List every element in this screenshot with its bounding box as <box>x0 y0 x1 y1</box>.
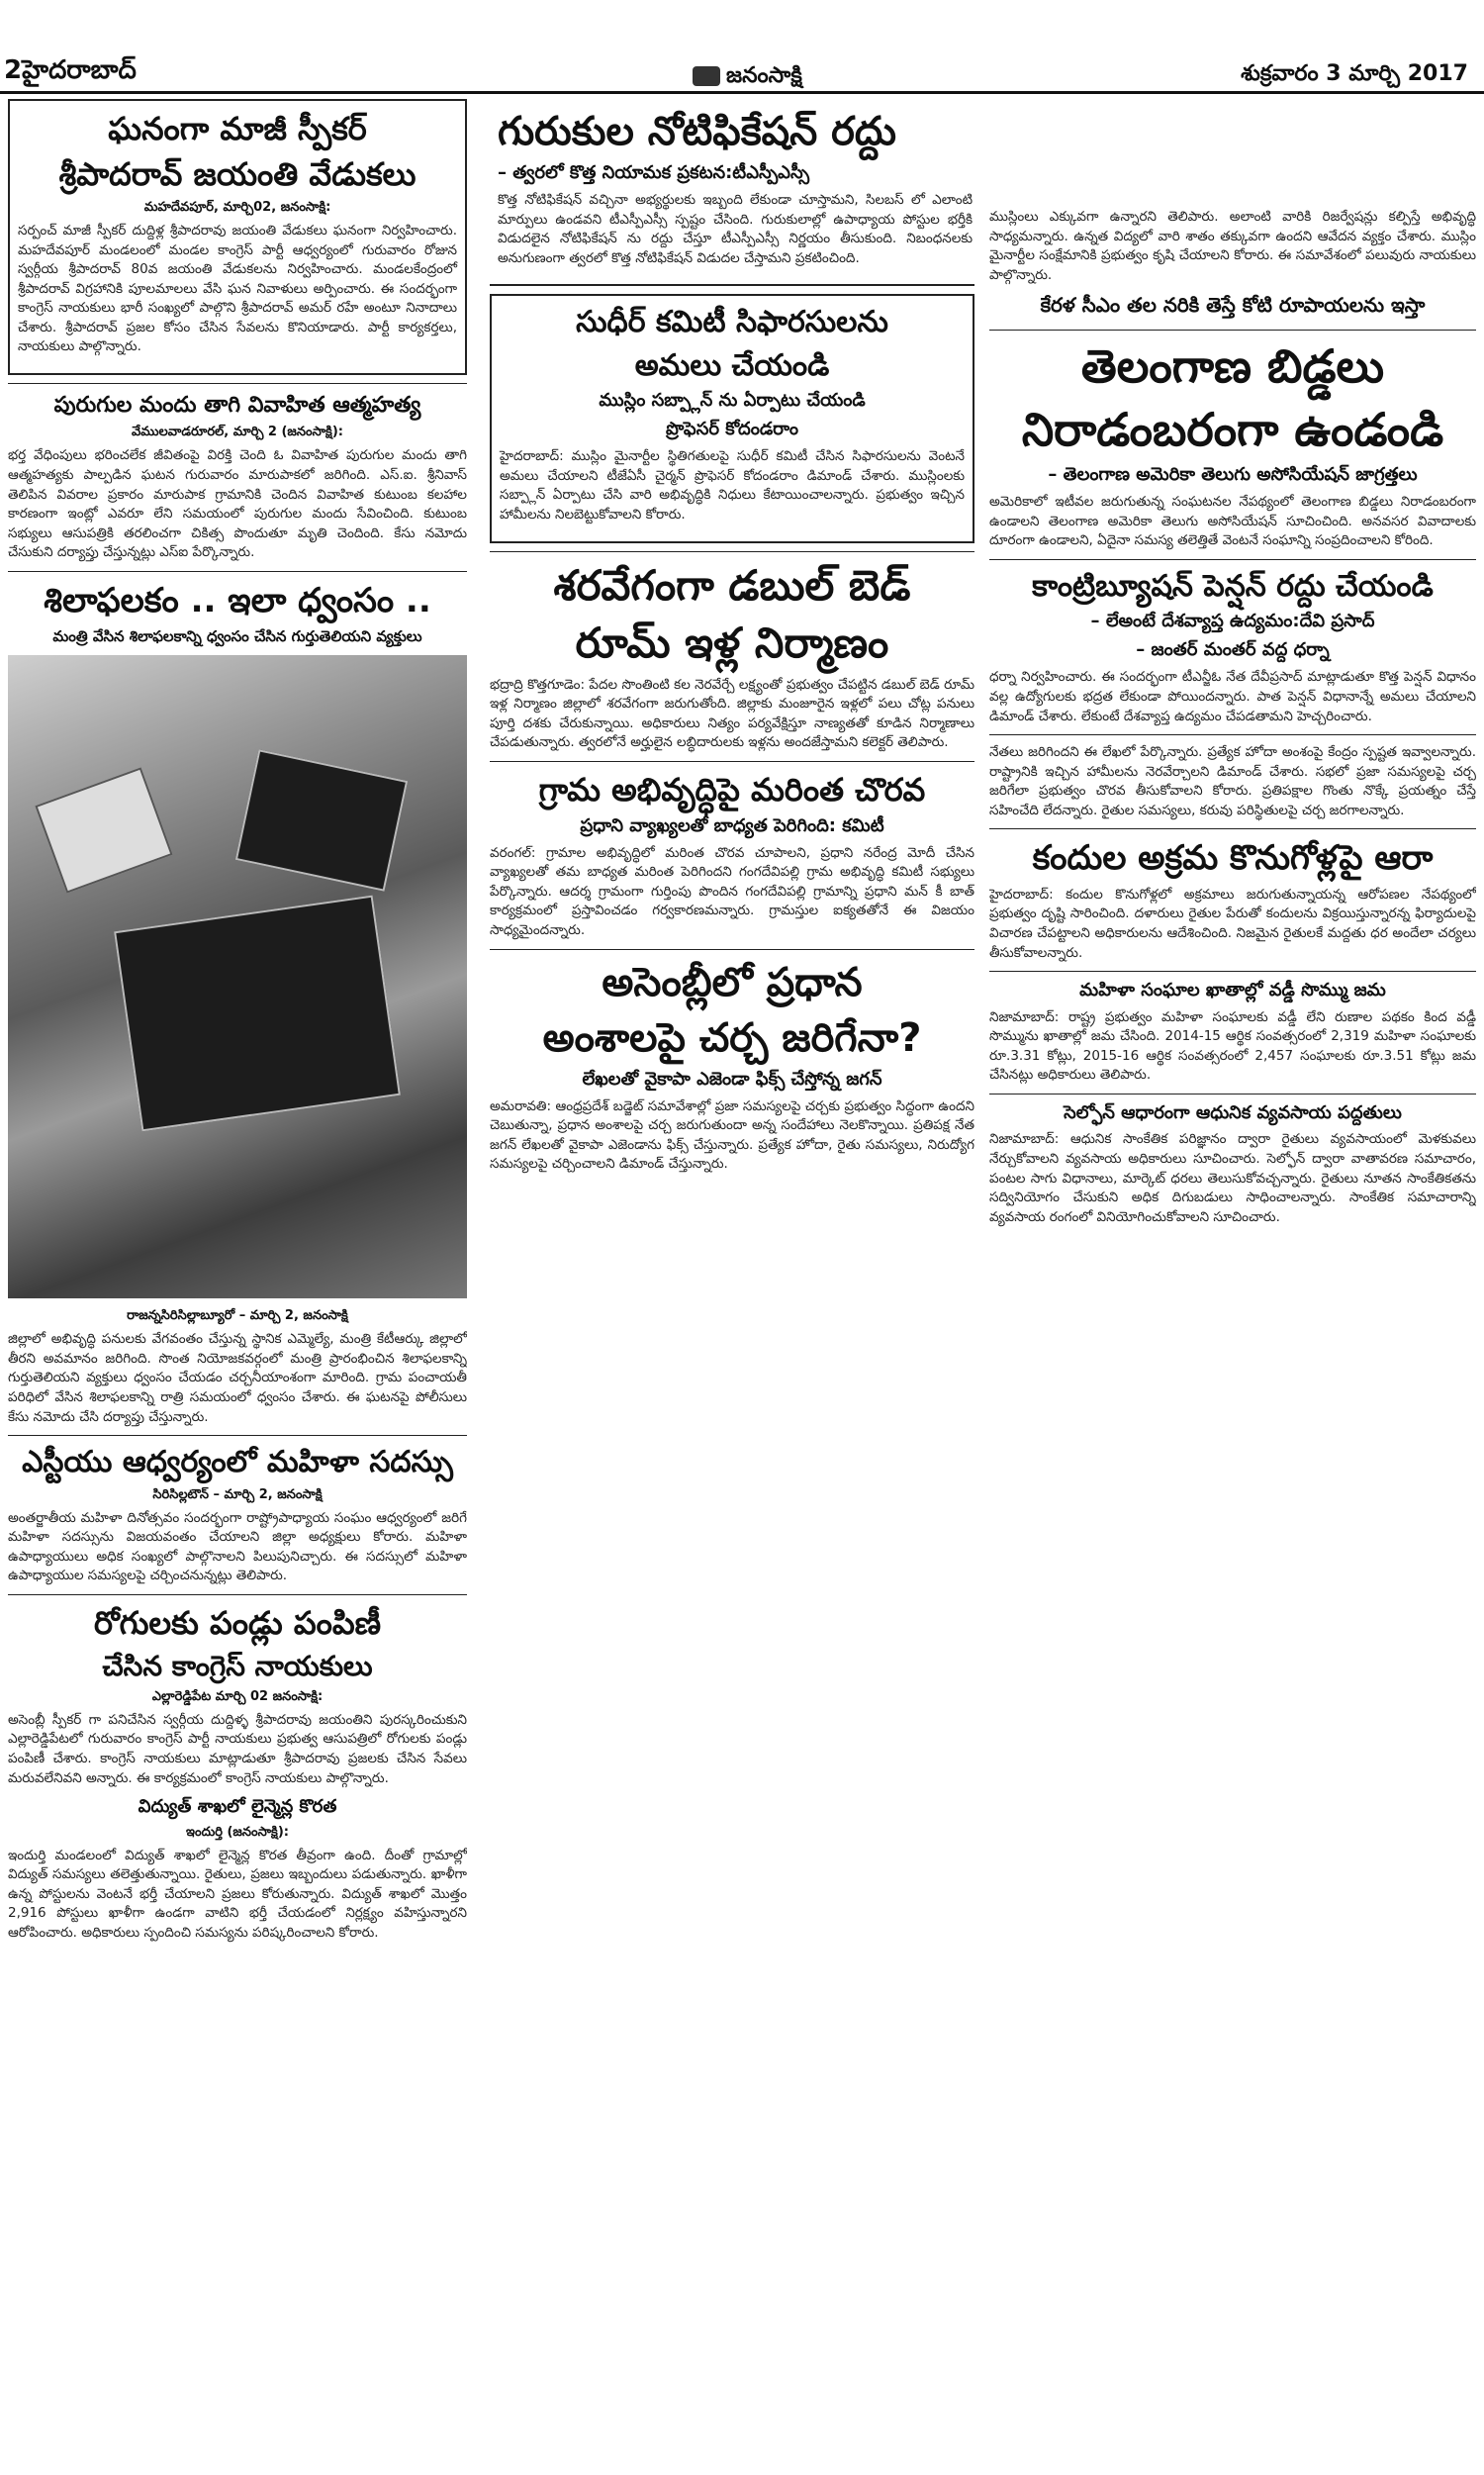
column-middle <box>490 99 974 1183</box>
divider <box>8 1435 467 1436</box>
divider <box>8 571 467 572</box>
article-subtitle: – తెలంగాణ అమెరికా తెలుగు అసోసియేషన్ జాగ్రత్తలు <box>1048 464 1418 486</box>
article-body: సర్పంచ్ మాజీ స్పీకర్ దుద్దిళ్ల శ్రీపాదరావు జయంతి వేడుకలు ఘనంగా నిర్వహించారు. మహదేవపూర్ మండలంలో మండల కాంగ్రెస్ పార్టీ ఆధ్వర్యంలో గురువారం రోజున స్వర్గీయ శ్రీపాదరావ్ 80వ జయంతి వేడుకలను నిర్వహించారు. మండలకేంద్రంలో శ్రీపాదరావ్ విగ్రహానికి పూలమాలలు వేసి ఘన నివాళులు అర్పించారు. ఈ సందర్భంగా కాంగ్రెస్ నాయకులు భారీ సంఖ్యలో పాల్గొని శ్రీపాదరావ్ అమర్ రహే అంటూ నినాదాలు చేశారు. శ్రీపాదరావ్ ప్రజల కోసం చేసిన సేవలను కొనియాడారు. పార్టీ కార్యకర్తలు, నాయకులు పాల్గొన్నారు. <box>18 223 457 355</box>
article-title: సెల్ఫోన్ ఆధారంగా ఆధునిక వ్యవసాయ పద్దతులు <box>1064 1101 1402 1123</box>
article-subtitle: ప్రధాని వ్యాఖ్యలతో బాధ్యత పెరిగింది: కమిటీ <box>580 814 884 836</box>
page-header <box>0 0 1484 94</box>
article-continuation <box>989 208 1476 322</box>
article-body: అసెంబ్లీ స్పీకర్ గా పనిచేసిన స్వర్గీయ దుద్దిళ్ళ శ్రీపాదరావు జయంతిని పురస్కరించుకుని ఎల్లారెడ్డిపేటలో గురువారం కాంగ్రెస్ పార్టీ నాయకులు ప్రభుత్వ ఆసుపత్రిలో రోగులకు పండ్లు పంపిణీ చేశారు. కాంగ్రెస్ నాయకులు మాట్లాడుతూ శ్రీపాదరావు ప్రజలకు చేసిన సేవలు మరువలేనివని అన్నారు. ఈ కార్యక్రమంలో కాంగ్రెస్ నాయకులు పాల్గొన్నారు. <box>8 1711 467 1786</box>
divider <box>490 949 974 950</box>
article-subtitle: మంత్రి వేసిన శిలాఫలకాన్ని ధ్వంసం చేసిన గుర్తుతెలియని వ్యక్తులు <box>52 627 422 646</box>
article-village-development <box>490 770 974 941</box>
article-title: గురుకుల నోటిఫికేషన్ రద్దు <box>498 109 896 154</box>
article-title: మహిళా సంఘాల ఖాతాల్లో వడ్డీ సొమ్ము జమ <box>1079 980 1386 1001</box>
article-foundation-stone <box>8 580 467 1427</box>
dateline: వేములవాడరూరల్, మార్చి 2 (జనంసాక్షి): <box>132 425 343 440</box>
article-sudhir-committee <box>490 294 974 542</box>
article-title-line2: అంశాలపై చర్చ జరిగేనా? <box>542 1014 922 1061</box>
article-suicide <box>8 392 467 563</box>
article-linemen-shortage <box>8 1796 467 1943</box>
article-body: భద్రాద్రి కొత్తగూడెం: పేదల సొంతింటి కల నెరవేర్చే లక్ష్యంతో ప్రభుత్వం చేపట్టిన డబుల్ బెడ్ రూమ్ ఇళ్ల నిర్మాణం జిల్లాలో శరవేగంగా జరుగుతోంది. జిల్లాకు మంజూరైన ఇళ్లలో పలు చోట్ల పనులు పూర్తి దశకు చేరుకున్నాయి. అధికారులు నిత్యం పర్యవేక్షిస్తూ నాణ్యతతో కూడిన నిర్మాణాలు చేపడుతున్నారు. త్వరలోనే అర్హులైన లబ్ధిదారులకు ఇళ్లను అందజేస్తామని కలెక్టర్ తెలిపారు. <box>490 676 974 751</box>
article-title-line1: తెలంగాణ బిడ్డలు <box>1080 339 1385 394</box>
divider <box>989 971 1476 972</box>
masthead <box>693 63 802 93</box>
article-subtitle: – త్వరలో కొత్త నియామక ప్రకటన:టీఎస్పీఎస్సీ <box>498 162 810 183</box>
divider <box>989 559 1476 560</box>
divider <box>989 1094 1476 1095</box>
article-womens-groups <box>989 980 1476 1086</box>
article-title: పురుగుల మందు తాగి వివాహిత ఆత్మహత్య <box>53 392 421 418</box>
dateline: రాజన్నసిరిసిల్లాబ్యూరో – మార్చి 2, జనంసాక్షి <box>127 1308 348 1324</box>
issue-date: శుక్రవారం 3 మార్చి 2017 <box>1241 61 1468 86</box>
article-subtitle: లేఖలతో వైకాపా ఎజెండా ఫిక్స్ చేస్తోన్న జగన్ <box>582 1068 882 1090</box>
article-body: భర్త వేధింపులు భరించలేక జీవితంపై విరక్తి చెంది ఓ వివాహిత పురుగుల మందు తాగి ఆత్మహత్యకు పాల్పడిన ఘటన గురువారం మారుపాకలో జరిగింది. ఎస్.ఐ. శ్రీనివాస్ తెలిపిన వివరాల ప్రకారం మారుపాక గ్రామానికి చెందిన వివాహిత కుటుంబ కలహాల కారణంగా ఇంట్లో ఎవరూ లేని సమయంలో పురుగుల మందు సేవించింది. కుటుంబ సభ్యులు ఆసుపత్రికి తరలించగా చికిత్స పొందుతూ మృతి చెందింది. కేసు నమోదు చేసుకుని దర్యాప్తు చేస్తున్నట్లు ఎస్ఐ పేర్కొన్నారు. <box>8 447 467 561</box>
column-right <box>989 208 1476 1235</box>
article-title: విద్యుత్ శాఖలో లైన్మెన్ల కొరత <box>138 1796 337 1818</box>
news-photo <box>8 655 467 1298</box>
article-title-line2: చేసిన కాంగ్రెస్ నాయకులు <box>102 1649 373 1682</box>
article-body: జిల్లాలో అభివృద్ధి పనులకు వేగవంతం చేస్తున్న స్థానిక ఎమ్మెల్యే, మంత్రి కేటీఆర్కు జిల్లాలో తీరని అవమానం జరిగింది. సొంత నియోజకవర్గంలో మంత్రి ప్రారంభించిన శిలాఫలకాన్ని గుర్తుతెలియని వ్యక్తులు ధ్వంసం చేయడం చర్చనీయాంశంగా మారింది. గ్రామ పంచాయతీ పరిధిలో వేసిన శిలాఫలకాన్ని రాత్రి సమయంలో ధ్వంసం చేశారు. ఈ ఘటనపై పోలీసులు కేసు నమోదు చేసి దర్యాప్తు చేస్తున్నారు. <box>8 1331 467 1425</box>
article-title-line1: శరవేగంగా డబుల్ బెడ్ <box>553 560 911 610</box>
article-title-line2: శ్రీపాదరావ్ జయంతి వేడుకలు <box>58 155 417 193</box>
dateline: మహదేవపూర్, మార్చి02, జనంసాక్షి: <box>143 200 331 215</box>
article-subtitle: – లేఅంటే దేశవ్యాప్త ఉద్యమం:దేవి ప్రసాద్ <box>1090 611 1375 632</box>
article-telangana-children <box>989 338 1476 551</box>
article-assembly-continued <box>989 743 1476 820</box>
article-body: అమెరికాలో ఇటీవల జరుగుతున్న సంఘటనల నేపథ్యంలో తెలంగాణ బిడ్డలు నిరాడంబరంగా ఉండాలని తెలంగాణ అమెరికా తెలుగు అసోసియేషన్ సూచించింది. అనవసర వివాదాలకు దూరంగా ఉండాలని, ఏదైనా సమస్య తలెత్తితే వెంటనే సంఘాన్ని సంప్రదించాలని కోరింది. <box>989 494 1476 549</box>
article-title-line2: రూమ్ ఇళ్ల నిర్మాణం <box>575 619 889 667</box>
article-red-gram <box>989 837 1476 963</box>
stone-fragment-shape <box>35 768 172 894</box>
article-contributory-pension <box>989 568 1476 726</box>
article-title: ఎస్టీయు ఆధ్వర్యంలో మహిళా సదస్సు <box>22 1445 453 1480</box>
divider <box>8 1594 467 1595</box>
article-fruit-distribution <box>8 1603 467 1788</box>
article-title-line1: ఘనంగా మాజీ స్పీకర్ <box>108 110 367 147</box>
article-title: గ్రామ అభివృద్ధిపై మరింత చొరవ <box>538 770 926 809</box>
article-body: నిజామాబాద్: ఆధునిక సాంకేతిక పరిజ్ఞానం ద్వారా రైతులు వ్యవసాయంలో మెళకువలు నేర్చుకోవాలని వ్యవసాయ అధికారులు సూచించారు. సెల్ఫోన్ ద్వారా వాతావరణ సమాచారం, పంటల సాగు విధానాలు, మార్కెట్ ధరలు తెలుసుకోవచ్చన్నారు. రైతులు నూతన సాంకేతికతను సద్వినియోగం చేసుకుని అధిక దిగుబడులు సాధించాలన్నారు. సాంకేతిక సమాచారాన్ని వ్యవసాయ రంగంలో వినియోగించుకోవాలని సూచించారు. <box>989 1131 1476 1225</box>
article-title: కాంట్రిబ్యూషన్ పెన్షన్ రద్దు చేయండి <box>1032 568 1434 604</box>
article-title: శిలాఫలకం .. ఇలా ధ్వంసం .. <box>44 580 431 620</box>
article-body: నేతలు జరిగిందని ఈ లేఖలో పేర్కొన్నారు. ప్రత్యేక హోదా అంశంపై కేంద్రం స్పష్టత ఇవ్వాలన్నారు. రాష్ట్రానికి ఇచ్చిన హామీలను నెరవేర్చాలని డిమాండ్ చేశారు. సభలో ప్రజా సమస్యలపై చర్చ జరిగేలా ప్రభుత్వం చొరవ తీసుకోవాలని కోరారు. ప్రతిపక్షాల గొంతు నొక్కే ప్రయత్నం చేస్తే సహించేది లేదన్నారు. రైతుల సమస్యలు, కరువు పరిస్థితులపై చర్చ జరగాలన్నారు. <box>989 744 1476 818</box>
dateline: ఇందుర్తి (జనంసాక్షి): <box>186 1824 289 1840</box>
article-body: ముస్లింలు ఎక్కువగా ఉన్నారని తెలిపారు. అలాంటి వారికి రిజర్వేషన్లు కల్పిస్తే అభివృద్ధి సాధ్యమన్నారు. ఉన్నత విద్యలో వారి శాతం తక్కువగా ఉందని ఆవేదన వ్యక్తం చేశారు. ముస్లిం మైనార్టీల సంక్షేమానికి ప్రభుత్వం కృషి చేయాలని కోరారు. ఈ సమావేశంలో పలువురు నాయకులు పాల్గొన్నారు. <box>989 209 1476 283</box>
article-body: అమరావతి: ఆంధ్రప్రదేశ్ బడ్జెట్ సమావేశాల్లో ప్రజా సమస్యలపై చర్చకు ప్రభుత్వం సిద్ధంగా ఉందని చెబుతున్నా, ప్రధాన అంశాలపై చర్చ జరుగుతుందా అన్న సందేహాలు నెలకొన్నాయి. ప్రతిపక్ష నేత జగన్ లేఖలతో వైకాపా ఎజెండాను ఫిక్స్ చేస్తున్నారు. ప్రత్యేక హోదా, రైతు సమస్యలు, నిరుద్యోగ సమస్యలపై చర్చించాలని డిమాండ్ చేస్తున్నారు. <box>490 1097 974 1173</box>
article-body: ఇందుర్తి మండలంలో విద్యుత్ శాఖలో లైన్మెన్ల కొరత తీవ్రంగా ఉంది. దీంతో గ్రామాల్లో విద్యుత్ సమస్యలు తలెత్తుతున్నాయి. రైతులు, ప్రజలు ఇబ్బందులు పడుతున్నారు. ఖాళీగా ఉన్న పోస్టులను వెంటనే భర్తీ చేయాలని ప్రజలు కోరుతున్నారు. విద్యుత్ శాఖలో మొత్తం 2,916 పోస్టులు ఖాళీగా ఉండగా వాటిని భర్తీ చేయడంలో నిర్లక్ష్యం వహిస్తున్నారని ఆరోపించారు. అధికారులు స్పందించి సమస్యను పరిష్కరించాలని కోరారు. <box>8 1847 467 1941</box>
section-name: హైదరాబాద్ <box>22 55 137 85</box>
article-subtitle-2: – జంతర్ మంతర్ వద్ద ధర్నా <box>1136 639 1330 661</box>
article-title-line2: నిరాడంబరంగా ఉండండి <box>1021 402 1444 456</box>
plaque-fragment-shape <box>235 750 408 893</box>
divider <box>989 828 1476 829</box>
article-title-line1: సుధీర్ కమిటీ సిఫారసులను <box>576 305 888 340</box>
article-subtitle: ముస్లిం సబ్ప్లాన్ ను ఏర్పాటు చేయండి <box>599 390 866 412</box>
masthead-logo-icon <box>693 66 720 86</box>
article-title-line1: రోగులకు పండ్లు పంపిణీ <box>93 1603 382 1642</box>
divider <box>989 330 1476 331</box>
broken-plaque-shape <box>114 896 401 1132</box>
dateline: ఎల్లారెడ్డిపేట మార్చి 02 జనంసాక్షి: <box>151 1688 324 1704</box>
page-number <box>4 55 137 91</box>
article-double-bedroom <box>490 560 974 753</box>
article-body: హైదరాబాద్: కందుల కొనుగోళ్లలో అక్రమాలు జరుగుతున్నాయన్న ఆరోపణల నేపథ్యంలో ప్రభుత్వం దృష్టి సారించింది. దళారులు రైతుల పేరుతో కందులను విక్రయిస్తున్నారన్న ఫిర్యాదులపై విచారణ చేపట్టాలని అధికారులను ఆదేశించింది. నిజమైన రైతులకే మద్దతు ధర అందేలా చర్యలు తీసుకోవాలన్నారు. <box>989 886 1476 961</box>
divider <box>490 551 974 552</box>
divider <box>989 734 1476 735</box>
article-assembly <box>490 958 974 1175</box>
article-body: ధర్నా నిర్వహించారు. ఈ సందర్భంగా టీఎన్జీఓ నేత దేవీప్రసాద్ మాట్లాడుతూ కొత్త పెన్షన్ విధానం వల్ల ఉద్యోగులకు భద్రత లేకుండా పోయిందన్నారు. పాత పెన్షన్ విధానాన్నే అమలు చేయాలని డిమాండ్ చేశారు. లేకుంటే దేశవ్యాప్త ఉద్యమం చేపడతామని హెచ్చరించారు. <box>989 669 1476 724</box>
dateline: సిరిసిల్లటౌన్ – మార్చి 2, జనంసాక్షి <box>152 1486 323 1502</box>
article-gurukul-notification <box>490 99 974 286</box>
article-body: అంతర్జాతీయ మహిళా దినోత్సవం సందర్భంగా రాష్ట్రోపాధ్యాయ సంఘం ఆధ్వర్యంలో జరిగే మహిళా సదస్సును విజయవంతం చేయాలని జిల్లా అధ్యక్షులు కోరారు. మహిళా ఉపాధ్యాయులు అధిక సంఖ్యలో పాల్గొనాలని పిలుపునిచ్చారు. ఈ సదస్సులో మహిళా ఉపాధ్యాయుల సమస్యలపై చర్చించనున్నట్లు తెలిపారు. <box>8 1509 467 1584</box>
column-left <box>8 99 467 2474</box>
article-women-meet <box>8 1444 467 1586</box>
divider <box>8 383 467 384</box>
article-title-line2: అమలు చేయండి <box>634 347 830 383</box>
article-cellphone-farming <box>989 1102 1476 1227</box>
article-byline: ప్రొఫెసర్ కోదండరాం <box>666 419 798 440</box>
article-body: వరంగల్: గ్రామాల అభివృద్ధిలో మరింత చొరవ చూపాలని, ప్రధాని నరేంద్ర మోదీ చేసిన వ్యాఖ్యలతో తమ బాధ్యత మరింత పెరిగిందని గంగదేవిపల్లి గ్రామ అభివృద్ధి కమిటీ సభ్యులు పేర్కొన్నారు. ఆదర్శ గ్రామంగా గుర్తింపు పొందిన గంగదేవిపల్లి గ్రామాన్ని ప్రధాని మన్ కీ బాత్ కార్యక్రమంలో ప్రస్తావించడం గర్వకారణమన్నారు. గ్రామస్తుల ఐక్యతతోనే ఈ విజయం సాధ్యమైందన్నారు. <box>490 844 974 938</box>
article-body: హైదరాబాద్: ముస్లిం మైనార్టీల స్థితిగతులపై సుధీర్ కమిటీ చేసిన సిఫారసులను వెంటనే అమలు చేయాలని టీజేఏసీ చైర్మన్ ప్రొఫెసర్ కోదండరాం డిమాండ్ చేశారు. ముస్లింలకు సబ్ప్లాన్ ఏర్పాటు చేసి వారి అభివృద్ధికి నిధులు కేటాయించాలన్నారు. ప్రభుత్వం ఇచ్చిన హామీలను నిలబెట్టుకోవాలని కోరారు. <box>500 448 965 523</box>
article-title-line1: అసెంబ్లీలో ప్రధాన <box>602 959 863 1005</box>
article-body: నిజామాబాద్: రాష్ట్ర ప్రభుత్వం మహిళా సంఘాలకు వడ్డీ లేని రుణాల పథకం కింద వడ్డీ సొమ్మును ఖాతాల్లో జమ చేసింది. 2014-15 ఆర్థిక సంవత్సరంలో 2,319 మహిళా సంఘాలకు రూ.3.31 కోట్లు, 2015-16 ఆర్థిక సంవత్సరంలో 2,457 సంఘాలకు రూ.3.51 కోట్లు జమ చేసినట్లు అధికారులు తెలిపారు. <box>989 1008 1476 1084</box>
highlight-line: కేరళ సీఎం తల నరికి తెస్తే కోటి రూపాయలను ఇస్తా <box>1040 293 1426 318</box>
masthead-text: జనంసాక్షి <box>726 63 802 88</box>
article-body: కొత్త నోటిఫికేషన్ వచ్చినా అభ్యర్థులకు ఇబ్బంది లేకుండా చూస్తామని, సిలబస్ లో ఎలాంటి మార్పులు ఉండవని టీఎస్పీఎస్సీ స్పష్టం చేసింది. గురుకులాల్లో ఉపాధ్యాయ పోస్టుల భర్తీకి విడుదలైన నోటిఫికేషన్ ను రద్దు చేస్తూ టీఎస్పీఎస్సీ నిర్ణయం తీసుకుంది. నిబంధనలకు అనుగుణంగా త్వరలో కొత్త నోటిఫికేషన్ విడుదల చేస్తామని ప్రకటించింది. <box>498 192 973 266</box>
article-sripadarao-jayanti <box>8 99 467 375</box>
page-number-digit: 2 <box>4 55 23 85</box>
article-title: కందుల అక్రమ కొనుగోళ్లపై ఆరా <box>1032 838 1434 879</box>
divider <box>490 761 974 762</box>
